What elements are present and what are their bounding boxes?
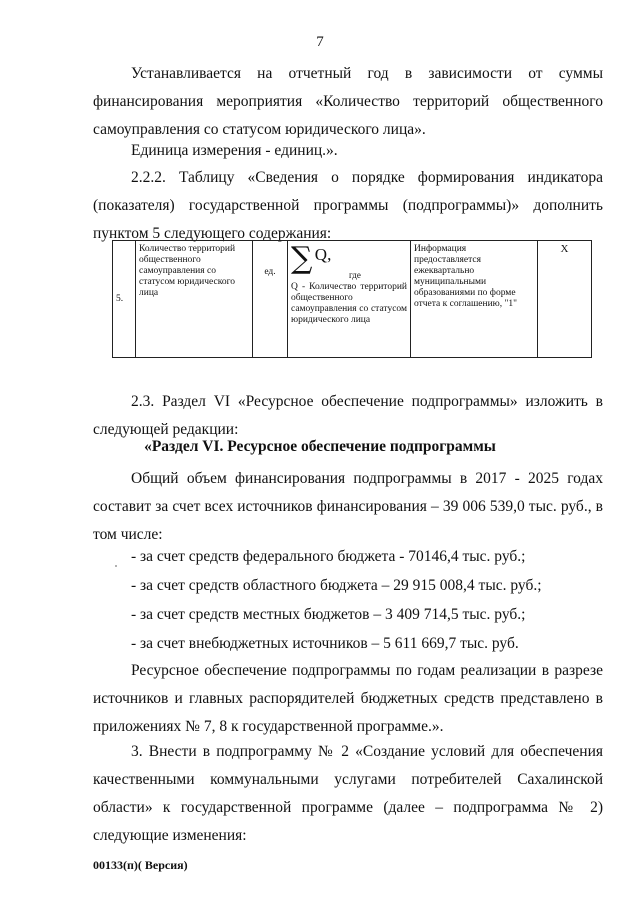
paragraph-line: 2.2.2. Таблицу «Сведения о порядке формирования индикатора [131, 169, 603, 186]
paragraph-line: источников и главных распорядителей бюджетных средств представлено в [93, 690, 603, 707]
paragraph-2 [93, 137, 603, 165]
paragraph-line: приложениях № 7, 8 к государственной программе.». [93, 718, 444, 735]
formula-where: где [349, 270, 361, 280]
list-item: - за счет средств местных бюджетов – 3 409 714,5 тыс. руб.; [131, 606, 526, 623]
paragraph-6 [93, 657, 603, 741]
table-cell-name: Количество территорий общественного самоуправления со статусом юридического лица [136, 241, 253, 358]
table-cell-info: Информация предоставляется ежеквартально муниципальными образованиями по форме отчета к соглашению, "1" [411, 241, 538, 358]
list-item: - за счет средств областного бюджета – 29 915 008,4 тыс. руб.; [131, 577, 542, 594]
document-footer-code: 00133(п)( Версия) [93, 858, 188, 872]
indicator-table [112, 240, 592, 358]
paragraph-line: Ресурсное обеспечение подпрограммы по годам реализации в разрезе [131, 662, 603, 679]
table-cell-mark: X [538, 241, 592, 358]
sum-icon: ∑ [291, 241, 313, 276]
paragraph-line: следующей редакции: [93, 421, 239, 438]
paragraph-line: (показателя) государственной программы (подпрограммы)» дополнить [93, 197, 603, 214]
paragraph-line: следующие изменения: [93, 827, 247, 844]
list-item: - за счет внебюджетных источников – 5 611 669,7 тыс. руб. [131, 635, 519, 652]
paragraph-3 [93, 164, 603, 248]
paragraph-line: Единица измерения - единиц.». [131, 142, 338, 159]
paragraph-line: качественными коммунальными услугами потребителей Сахалинской [93, 771, 603, 788]
funding-list [93, 543, 603, 658]
paragraph-1 [93, 60, 603, 144]
list-item: - за счет средств федерального бюджета - 70146,4 тыс. руб.; [131, 548, 526, 565]
table-row [113, 241, 592, 358]
paragraph-line: том числе: [93, 526, 163, 543]
paragraph-5 [93, 465, 603, 549]
paragraph-line: Общий объем финансирования подпрограммы в 2017 - 2025 годах [131, 470, 603, 487]
paragraph-line: 2.3. Раздел VI «Ресурсное обеспечение подпрограммы» изложить в [131, 393, 603, 410]
paragraph-line: области» к государственной программе (далее – подпрограмма № 2) [93, 799, 603, 816]
formula-description: Q - Количество территорий общественного самоуправления со статусом юридического лица [291, 282, 407, 325]
paragraph-line: Устанавливается на отчетный год в зависимости от суммы [131, 65, 603, 82]
formula-variable: Q, [314, 245, 332, 264]
paragraph-line: 3. Внести в подпрограмму № 2 «Создание условий для обеспечения [131, 743, 603, 760]
table-cell-formula [288, 241, 411, 358]
paragraph-line: составит за счет всех источников финансирования – 39 006 539,0 тыс. руб., в [93, 498, 603, 515]
table-cell-number: 5. [113, 241, 136, 358]
paragraph-line: финансирования мероприятия «Количество территорий общественного [93, 93, 603, 110]
section-heading: «Раздел VI. Ресурсное обеспечение подпрограммы [144, 438, 496, 455]
paragraph-line: самоуправления со статусом юридического лица». [93, 121, 426, 138]
paragraph-7 [93, 738, 603, 850]
formula [291, 241, 407, 282]
page-number: 7 [316, 34, 324, 50]
paragraph-4 [93, 388, 603, 444]
table-cell-unit: ед. [253, 241, 288, 358]
paragraph-line: пунктом 5 следующего содержания: [93, 225, 332, 242]
